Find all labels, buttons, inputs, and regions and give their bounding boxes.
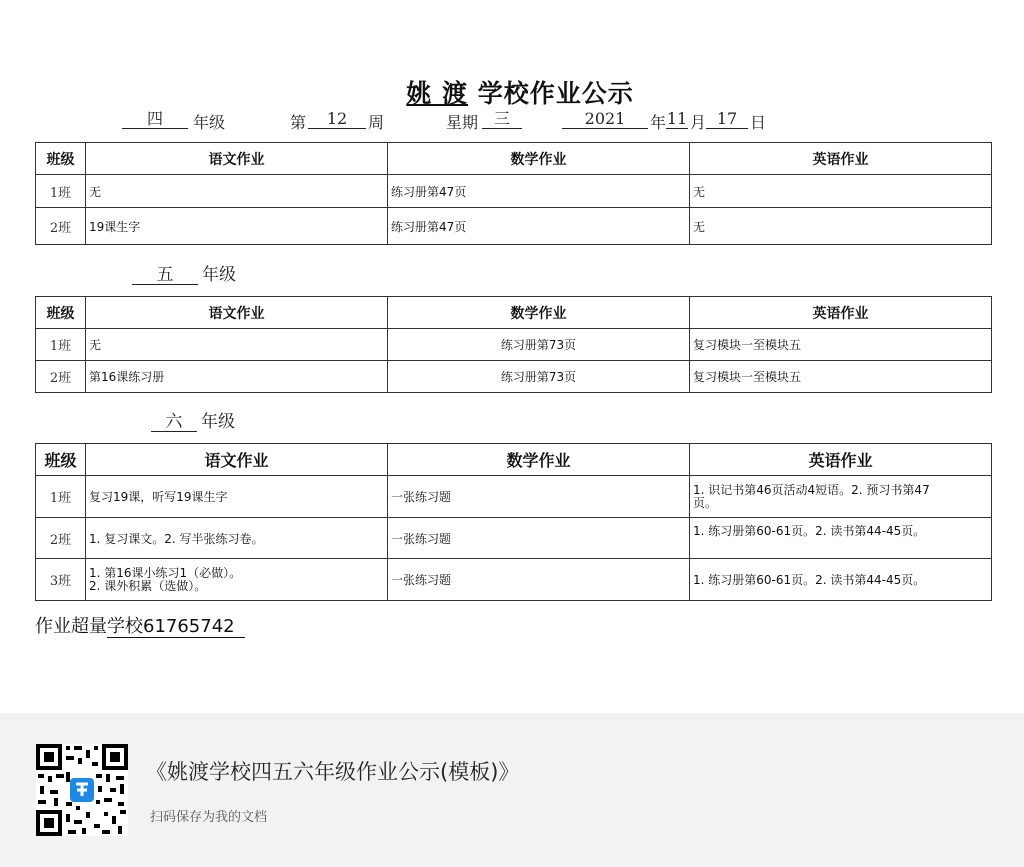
header-chinese: 语文作业 [86,444,388,476]
table-row [36,361,992,393]
week-number: 12 [308,110,366,129]
math-cell: 练习册第47页 [388,175,690,208]
table-header-row [36,143,992,175]
table-row [36,175,992,208]
weekday: 三 [482,110,522,129]
math-cell: 一张练习题 [388,476,690,518]
header-class: 班级 [36,143,86,175]
year-suffix: 年 [650,113,667,132]
class-cell: 2班 [36,208,86,245]
math-cell: 练习册第73页 [388,329,690,361]
month: 11 [666,109,688,128]
english-cell: 复习模块一至模块五 [690,329,992,361]
english-cell: 无 [690,175,992,208]
save-footer [0,713,1024,867]
english-cell: 1. 识记书第46页活动4短语。2. 预习书第47 页。 [690,476,992,518]
header-chinese: 语文作业 [86,143,388,175]
day-suffix: 日 [750,113,767,132]
chinese-cell: 1. 复习课文。2. 写半张练习卷。 [86,518,388,559]
header-english: 英语作业 [690,297,992,329]
header-math: 数学作业 [388,143,690,175]
grade5-table [35,296,992,393]
grade6-number: 六 [151,413,197,432]
class-cell: 1班 [36,476,86,518]
math-cell: 练习册第47页 [388,208,690,245]
table-header-row [36,444,992,476]
chinese-cell: 1. 第16课小练习1（必做）。 2. 课外积累（选做）。 [86,559,388,601]
qr-code-icon[interactable] [36,744,128,836]
math-cell: 一张练习题 [388,559,690,601]
chinese-cell: 复习19课，听写19课生字 [86,476,388,518]
table-row [36,329,992,361]
qr-code-graphic [36,744,128,836]
document-title [0,74,1024,110]
grade4-number: 四 [122,110,188,129]
month-suffix: 月 [690,113,707,132]
week-prefix: 第 [290,113,307,132]
table-header-row [36,297,992,329]
chinese-cell: 19课生字 [86,208,388,245]
title-rest: 学校作业公示 [477,79,634,108]
year: 2021 [562,110,648,129]
grade5-label: 年级 [202,265,236,285]
chinese-cell: 第16课练习册 [86,361,388,393]
header-math: 数学作业 [388,297,690,329]
footer-title[interactable]: 《姚渡学校四五六年级作业公示(模板)》 [146,760,520,784]
header-english: 英语作业 [690,143,992,175]
class-cell: 1班 [36,175,86,208]
header-chinese: 语文作业 [86,297,388,329]
english-cell: 无 [690,208,992,245]
day: 17 [706,110,748,129]
header-class: 班级 [36,444,86,476]
grade6-label: 年级 [201,412,235,432]
class-cell: 2班 [36,518,86,559]
table-row [36,518,992,559]
footer-subtitle: 扫码保存为我的文档 [150,810,268,825]
grade4-label: 年级 [193,113,226,132]
class-cell: 1班 [36,329,86,361]
math-cell: 练习册第73页 [388,361,690,393]
grade4-table [35,142,992,245]
header-class: 班级 [36,297,86,329]
english-cell: 1. 练习册第60-61页。2. 读书第44-45页。 [690,518,992,559]
class-cell: 2班 [36,361,86,393]
header-math: 数学作业 [388,444,690,476]
chinese-cell: 无 [86,175,388,208]
note-phone: 学校61765742 [107,616,245,638]
date-line [0,110,1024,132]
math-cell: 一张练习题 [388,518,690,559]
overload-note [35,612,245,638]
table-row [36,559,992,601]
grade5-number: 五 [132,266,198,285]
chinese-cell: 无 [86,329,388,361]
week-suffix: 周 [368,113,385,132]
note-prefix: 作业超量 [35,616,107,637]
class-cell: 3班 [36,559,86,601]
header-english: 英语作业 [690,444,992,476]
table-row [36,208,992,245]
english-cell: 1. 练习册第60-61页。2. 读书第44-45页。 [690,559,992,601]
weekday-prefix: 星期 [446,113,479,132]
english-cell: 复习模块一至模块五 [690,361,992,393]
school-name: 姚 渡 [406,79,468,108]
grade5-heading [132,260,236,285]
grade6-table [35,443,992,601]
grade6-heading [151,407,235,432]
table-row [36,476,992,518]
